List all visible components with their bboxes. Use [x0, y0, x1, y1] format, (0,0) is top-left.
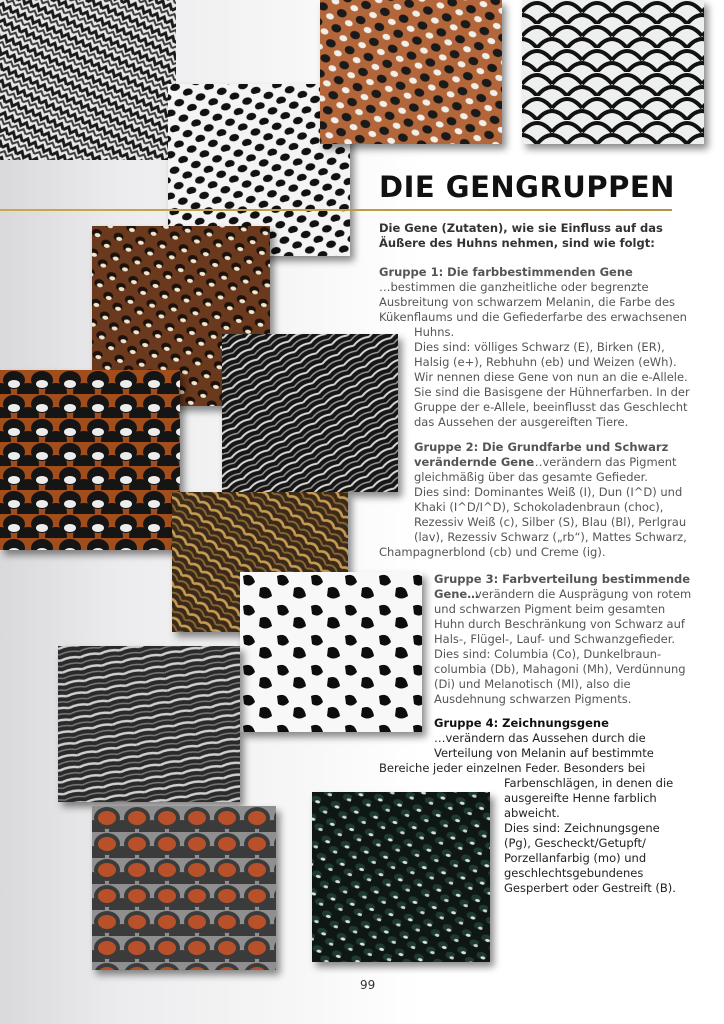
feather-photo-orange-mottled-image — [0, 370, 180, 550]
group-3-line: und schwarzen Pigment beim gesamten — [434, 602, 666, 616]
feather-photo-dark-pencilled — [222, 334, 398, 492]
feather-photo-dark-pencilled-image — [222, 334, 398, 492]
group-3-heading-cont: Gene… — [434, 587, 479, 601]
group-2-line: Champagnerblond (cb) und Creme (ig). — [379, 545, 606, 559]
feather-photo-red-laced-image — [92, 806, 276, 970]
group-2-line: (lav), Rezessiv Schwarz („rb“), Mattes Schwarz, — [414, 530, 687, 544]
group-3-heading: Gruppe 3: Farbverteilung bestimmende — [434, 572, 691, 586]
group-2-line: Rezessiv Weiß (c), Silber (S), Blau (Bl), Perlgrau — [414, 515, 687, 529]
feather-photo-black-white-mottled-image — [240, 572, 422, 732]
feather-photo-laced-silver-image — [522, 0, 704, 144]
group-1-line: Huhns. — [414, 325, 455, 339]
feather-photo-orange-mottled — [0, 370, 180, 550]
group-1-line: Dies sind: völliges Schwarz (E), Birken (ER), — [414, 340, 665, 354]
group-4-line: Dies sind: Zeichnungsgene — [504, 821, 660, 835]
feather-photo-laced-silver — [522, 0, 704, 144]
group-3-line: Hals-, Flügel-, Lauf- und Schwanzgefieder. — [434, 632, 676, 646]
group-1-line: Kükenflaums und die Gefiederfarbe des erwachsenen — [379, 310, 687, 324]
group-4-line: Gesperbert oder Gestreift (B). — [504, 881, 676, 895]
feather-photo-green-black-spangled — [312, 792, 490, 962]
group-3-line: Huhn durch Beschränkung von Schwarz auf — [434, 617, 685, 631]
title-rule — [0, 209, 672, 211]
feather-photo-red-laced — [92, 806, 276, 970]
group-4-line: Porzellanfarbig (mo) und — [504, 851, 647, 865]
feather-photo-green-black-spangled-image — [312, 792, 490, 962]
group-4-line: geschlechtsgebundenes — [504, 866, 644, 880]
group-1-line: Gruppe der e-Allele, beeinflusst das Geschlecht — [414, 400, 688, 414]
feather-photo-barred — [0, 0, 176, 160]
feather-photo-rust-mottled-image — [320, 0, 502, 144]
group-1-line: Wir nennen diese Gene von nun an die e-Allele. — [414, 370, 688, 384]
group-1-line: Sie sind die Basisgene der Hühnerfarben. In der — [414, 385, 690, 399]
group-2-line: …verändern das Pigment — [531, 455, 677, 469]
group-2-line: Khaki (I^D/I^D), Schokoladenbraun (choc), — [414, 500, 664, 514]
group-2-line: Dies sind: Dominantes Weiß (I), Dun (I^D) und — [414, 485, 683, 499]
group-3-line: Ausdehnung schwarzen Pigments. — [434, 692, 632, 706]
intro-text: Die Gene (Zutaten), wie sie Einfluss auf das Äußere des Huhns nehmen, sind wie folgt: — [379, 221, 663, 250]
group-2-heading-cont: verändernde Gene — [414, 455, 535, 469]
group-3-line: (Di) und Melanotisch (Ml), also die — [434, 677, 631, 691]
group-4-line: Farbenschlägen, in denen die — [504, 776, 674, 790]
group-3-line: Dies sind: Columbia (Co), Dunkelbraun- — [434, 647, 662, 661]
group-4-line: (Pg), Gescheckt/Getupft/ — [504, 836, 646, 850]
feather-photo-black-white-mottled — [240, 572, 422, 732]
page-title: DIE GENGRUPPEN — [379, 170, 675, 204]
group-4-heading: Gruppe 4: Zeichnungsgene — [434, 716, 609, 730]
feather-photo-rust-mottled — [320, 0, 502, 144]
feather-photo-grey-barred — [58, 646, 240, 802]
group-3-line: columbia (Db), Mahagoni (Mh), Verdünnung — [434, 662, 686, 676]
group-1-heading: Gruppe 1: Die farbbestimmenden Gene — [379, 265, 633, 279]
feather-photo-grey-barred-image — [58, 646, 240, 802]
group-1-line: Ausbreitung von schwarzem Melanin, die Farbe des — [379, 295, 676, 309]
group-3-line: verändern die Ausprägung von rotem — [475, 587, 692, 601]
group-4-line: …verändern das Aussehen durch die — [434, 731, 646, 745]
page-number: 99 — [360, 978, 376, 992]
group-2-heading: Gruppe 2: Die Grundfarbe und Schwarz — [414, 440, 669, 454]
group-1-line: Halsig (e+), Rebhuhn (eb) und Weizen (eWh). — [414, 355, 677, 369]
group-4-line: abweicht. — [504, 806, 560, 820]
group-4-line: Bereiche jeder einzelnen Feder. Besonders bei — [379, 761, 646, 775]
group-2-line: gleichmäßig über das gesamte Gefieder. — [414, 470, 648, 484]
group-1-line: das Aussehen der ausgereiften Tiere. — [414, 415, 629, 429]
group-4-line: ausgereifte Henne farblich — [504, 791, 657, 805]
group-4-line: Verteilung von Melanin auf bestimmte — [434, 746, 654, 760]
group-1-line: …bestimmen die ganzheitliche oder begrenzte — [379, 280, 649, 294]
feather-photo-barred-image — [0, 0, 176, 160]
